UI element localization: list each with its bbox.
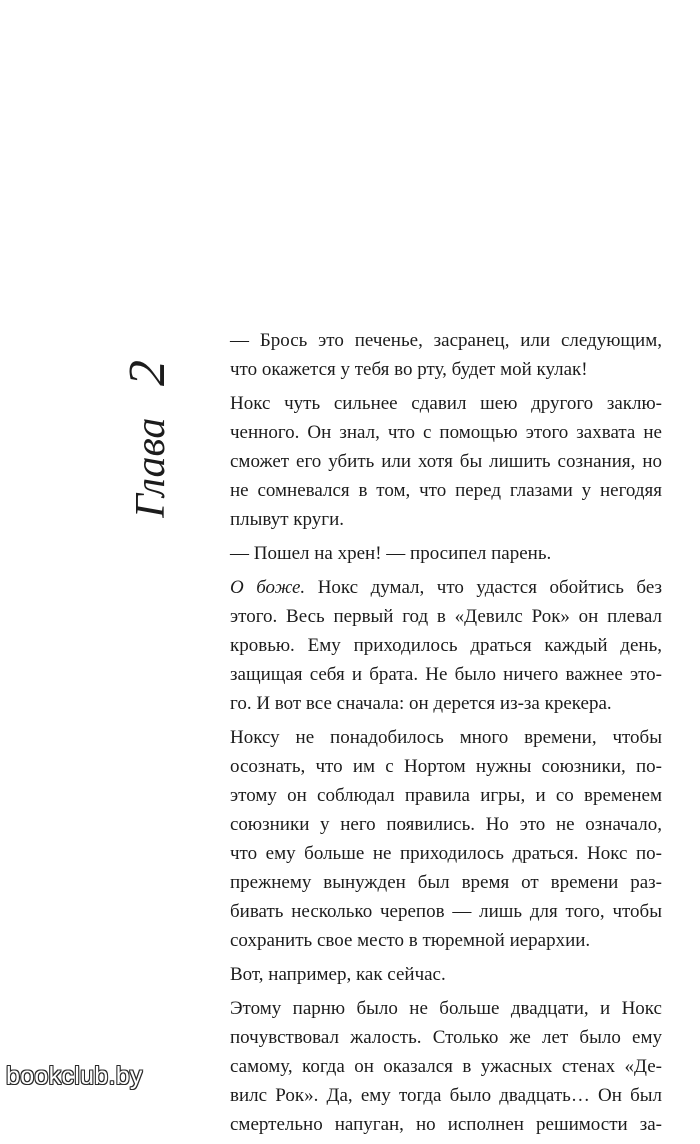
paragraph — [230, 960, 662, 989]
text-line — [230, 573, 662, 602]
text-line: что окажется у тебя во рту, будет мой кулак! — [230, 359, 588, 380]
chapter-heading — [102, 328, 212, 518]
text-line: что ему больше не приходилось драться. Нокс по- — [230, 843, 662, 864]
text-line: Нокс чуть сильнее сдавил шею другого заклю- — [230, 393, 662, 414]
text-line: сможет его убить или хотя бы лишить сознания, но — [230, 451, 662, 472]
text-line: не сомневался в том, что перед глазами у негодяя — [230, 480, 662, 501]
chapter-number: 2 — [119, 360, 176, 386]
text-line: ченного. Он знал, что с помощью этого захвата не — [230, 422, 662, 443]
text-line: кровью. Ему приходилось драться каждый день, — [230, 635, 662, 656]
paragraph — [230, 389, 662, 534]
text-line: бивать несколько черепов — лишь для того, чтобы — [230, 901, 662, 922]
text-line: — Брось это печенье, засранец, или следующим, — [230, 330, 662, 351]
text-line: смертельно напуган, но исполнен решимости за- — [230, 1114, 662, 1135]
text-line: почувствовал жалость. Столько же лет было ему — [230, 1027, 662, 1048]
text-line: — Пошел на хрен! — просипел парень. — [230, 543, 552, 564]
text-line: этого. Весь первый год в «Девилс Рок» он плевал — [230, 606, 662, 627]
paragraph — [230, 994, 662, 1139]
text-line: этому он соблюдал правила игры, и со временем — [230, 785, 662, 806]
paragraph — [230, 723, 662, 955]
text-line: го. И вот все сначала: он дерется из-за крекера. — [230, 693, 612, 714]
watermark: bookclub.by — [6, 1062, 143, 1090]
text-line: защищая себя и брата. Не было ничего важнее это- — [230, 664, 662, 685]
text-line: осознать, что им с Нортом нужны союзники, по- — [230, 756, 662, 777]
italic-phrase: О боже. — [230, 577, 306, 598]
chapter-body — [230, 326, 662, 1144]
chapter-label: Глава — [128, 417, 174, 518]
paragraph — [230, 573, 662, 718]
text-line: самому, когда он оказался в ужасных стенах «Де- — [230, 1056, 662, 1077]
text-line: сохранить свое место в тюремной иерархии. — [230, 930, 591, 951]
text-fragment: Нокс думал, что удастся обойтись без — [305, 577, 662, 598]
text-line: плывут круги. — [230, 509, 344, 530]
text-line: Вот, например, как сейчас. — [230, 964, 446, 985]
text-line: союзники у него появились. Но это не означало, — [230, 814, 662, 835]
text-line: прежнему вынужден был время от времени раз- — [230, 872, 662, 893]
text-line: вилс Рок». Да, ему тогда было двадцать… Он был — [230, 1085, 662, 1106]
paragraph — [230, 539, 662, 568]
text-line: Этому парню было не больше двадцати, и Нокс — [230, 998, 662, 1019]
text-line: Ноксу не понадобилось много времени, чтобы — [230, 727, 662, 748]
paragraph — [230, 326, 662, 384]
